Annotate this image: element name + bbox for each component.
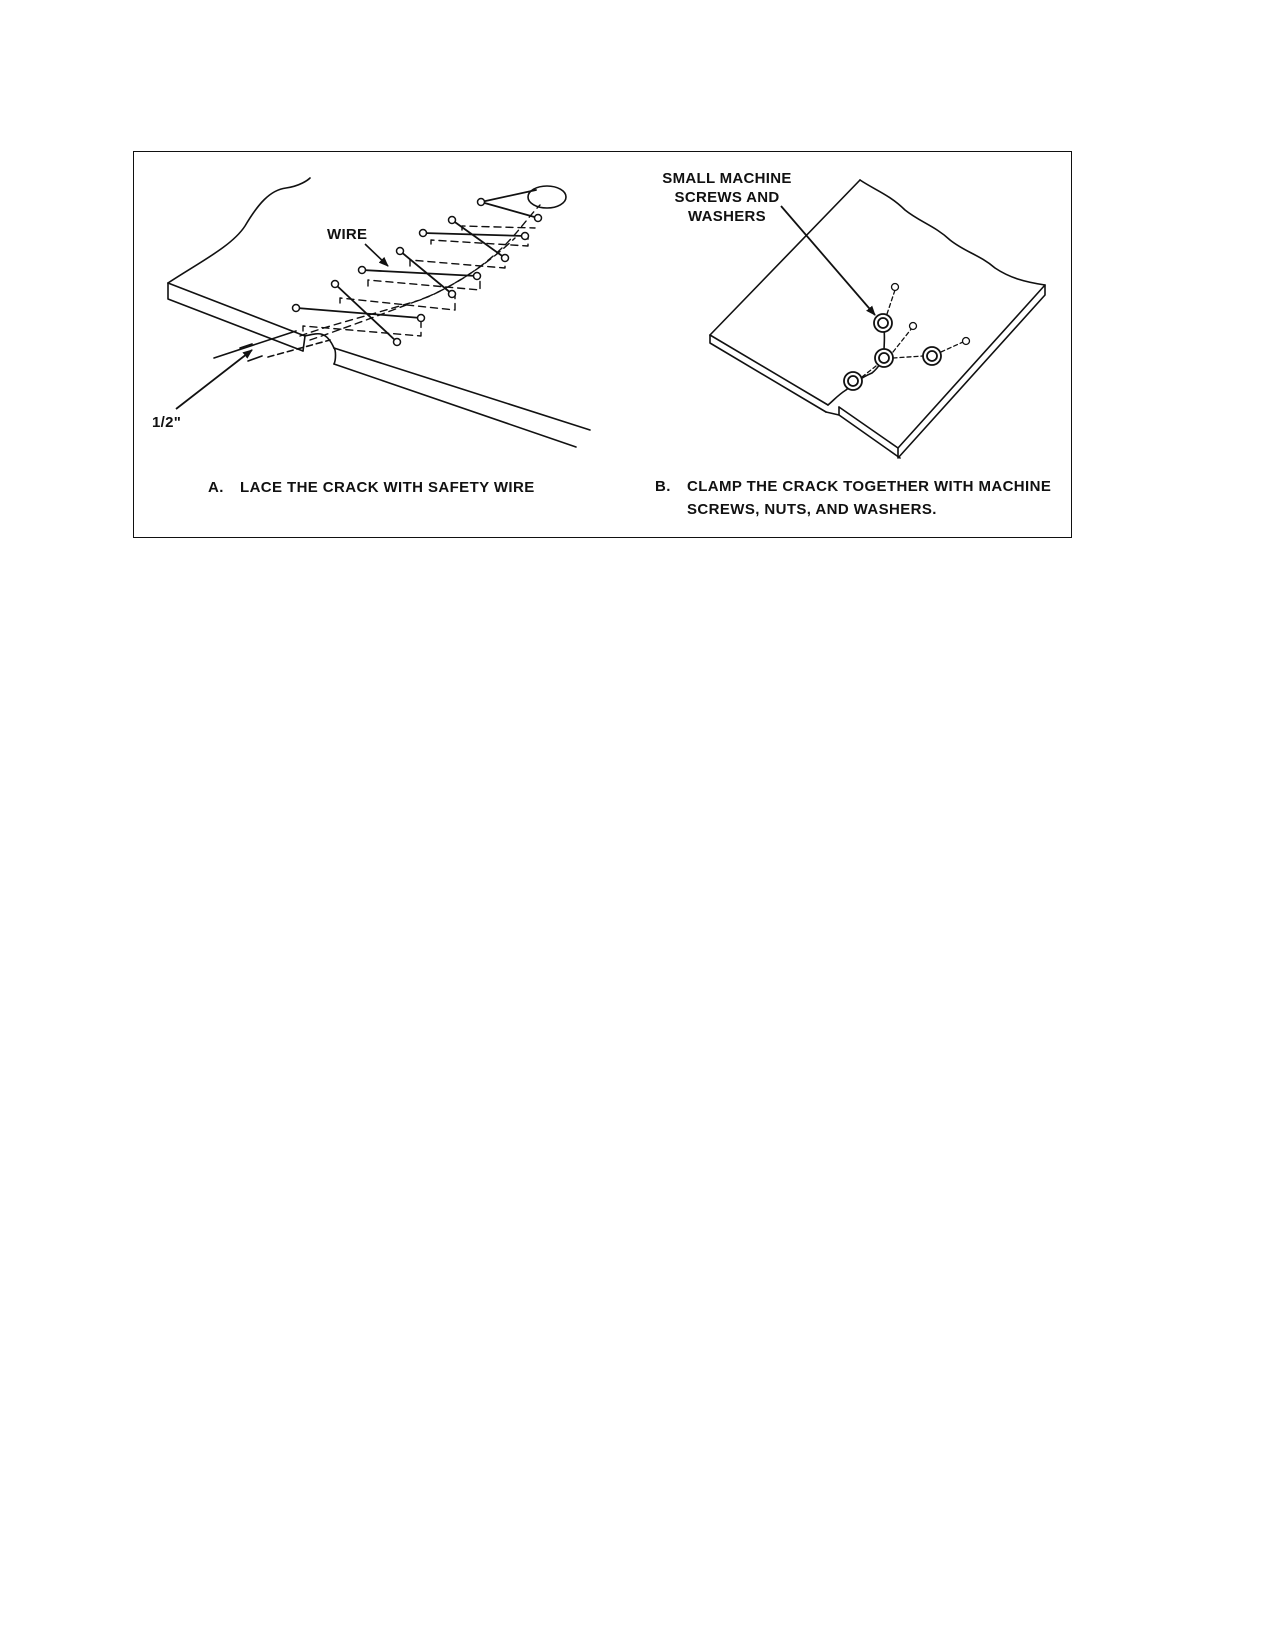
dimension-callout-label: 1/2" xyxy=(152,414,182,431)
caption-b xyxy=(655,475,1051,521)
panel-a-drawing xyxy=(168,178,590,447)
plate-torn-edge xyxy=(860,180,1045,285)
caption-b-letter: B. xyxy=(655,478,671,495)
screws-callout-line3: WASHERS xyxy=(688,208,766,225)
wire-callout-label: WIRE xyxy=(327,226,368,243)
caption-a-letter: A. xyxy=(208,479,224,496)
sheet-torn-edge xyxy=(168,178,310,283)
wire-callout-leader xyxy=(365,244,388,266)
caption-a xyxy=(208,476,535,499)
plate-right-edge xyxy=(898,285,1045,458)
caption-a-text: LACE THE CRACK WITH SAFETY WIRE xyxy=(240,479,535,496)
plate-front-right xyxy=(839,415,900,458)
sheet-top-front-edge xyxy=(168,283,303,351)
dimension-callout-leader xyxy=(176,350,252,409)
caption-b-line2: SCREWS, NUTS, AND WASHERS. xyxy=(687,501,937,518)
crack-left-edge xyxy=(303,336,305,351)
caption-b-line1: CLAMP THE CRACK TOGETHER WITH MACHINE xyxy=(687,478,1052,495)
screws-callout-line2: SCREWS AND xyxy=(674,189,780,206)
screws-callout-label xyxy=(652,169,802,226)
screws-callout-line1: SMALL MACHINE xyxy=(662,170,792,187)
plate-crack xyxy=(828,330,884,405)
crack-right-edge xyxy=(334,348,336,364)
wire-twist-loop xyxy=(528,186,566,208)
sheet-right-front-edge xyxy=(334,348,590,430)
plate-front-left xyxy=(710,335,826,412)
